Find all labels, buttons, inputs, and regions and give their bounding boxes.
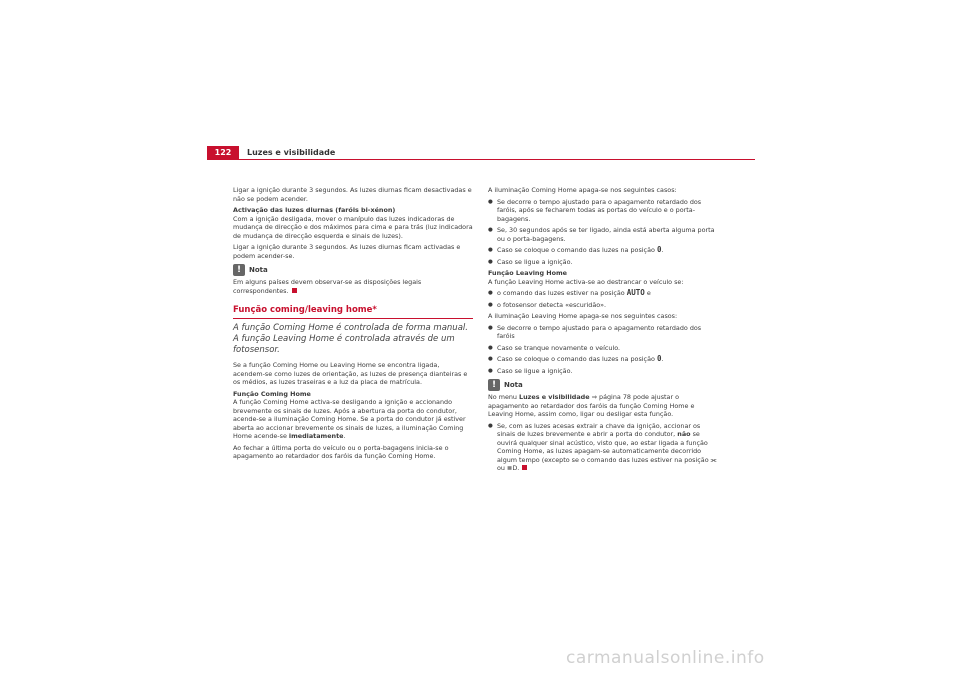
emphasis: imediatamente <box>288 432 344 440</box>
note-text-body: ⇒ página 78 pode ajustar o apagamento ao retardador dos faróis da função Coming Home e Leaving Home, assim como, ligar ou desligar esta função. <box>488 393 695 418</box>
paragraph: Com a ignição desligada, mover o manípulo das luzes indicadoras de mudança de direcção e dos máximos para cima e para trás (luz indicadora de mudança de direcção esquerda e sinais de luzes). <box>233 214 473 240</box>
page-number: 122 <box>207 146 239 159</box>
list-item-text: e <box>646 289 651 297</box>
note-text <box>488 393 720 419</box>
list-item: ● Caso se coloque o comando das luzes na posição 0. <box>488 246 720 255</box>
light-off-symbol: 0 <box>656 245 662 254</box>
list-item <box>488 289 720 298</box>
paragraph: A função Coming Home activa-se desligando a ignição e accionando brevemente os sinais de luzes. Após a abertura da porta do condutor, acende-se a iluminação Coming Home. Se a porta do condutor já estiver aberta ao accionar brevemente os sinais de luzes, a iluminação Coming Home acende-se imediatamente. <box>233 398 466 440</box>
paragraph: Ao fechar a última porta do veículo ou o porta-bagagens inicia-se o apagamento ao retardador dos faróis da função Coming Home. <box>233 443 449 460</box>
list-item-text: Se, com as luzes acesas extrair a chave da ignição, accionar os sinais de luzes brevemente e abrir a porta do condutor, <box>497 421 701 438</box>
menu-reference: Luzes e visibilidade <box>519 393 590 401</box>
list-item-text: se ouvirá qualquer sinal acústico, visto que, ao estar ligada a função Coming Home, as luzes apagam-se automaticamente decorrido algum tempo (excepto se o comando das luzes estiver na posição <box>497 430 709 464</box>
auto-symbol: AUTO <box>626 288 645 297</box>
note-header <box>488 379 720 391</box>
list-item: ● Caso se coloque o comando das luzes na posição 0. <box>488 355 720 364</box>
list-item: ● Caso se tranque novamente o veículo. <box>488 344 720 353</box>
section-lead: A função Coming Home é controlada de forma manual. A função Leaving Home é controlada através de um fotosensor. <box>233 323 468 355</box>
paragraph: A iluminação Coming Home apaga-se nos seguintes casos: <box>488 186 677 194</box>
note-label: Nota <box>249 265 268 274</box>
parking-light-symbol: ⫘ <box>710 455 717 464</box>
list-item-text: Caso se coloque o comando das luzes na posição <box>497 355 655 363</box>
section-title: Função coming/leaving home* <box>233 305 377 315</box>
list-item-text: ou <box>497 464 505 472</box>
subheading: Activação das luzes diurnas (faróis bi-xénon) <box>233 206 396 214</box>
paragraph: Ligar a ignição durante 3 segundos. As luzes diurnas ficam desactivadas e não se podem acender. <box>233 186 472 203</box>
list-item-text: . <box>517 464 520 472</box>
note-header <box>233 264 473 276</box>
list-item-text: o comando das luzes estiver na posição <box>497 289 625 297</box>
paragraph: A função Leaving Home activa-se ao destrancar o veículo se: <box>488 277 684 286</box>
list-item-text: Caso se coloque o comando das luzes na posição <box>497 246 655 254</box>
paragraph: Se a função Coming Home ou Leaving Home se encontra ligada, acendem-se como luzes de orientação, as luzes de presença dianteiras e os médios, as luzes traseiras e a luz da placa de matrícula. <box>233 361 468 386</box>
subheading: Função Coming Home <box>233 389 311 398</box>
list-item: ● Se decorre o tempo ajustado para o apagamento retardado dos faróis, após se fecharem todas as portas do veículo e o porta-bagagens. <box>488 198 720 224</box>
list-item: ● Se decorre o tempo ajustado para o apagamento retardado dos faróis <box>488 324 720 341</box>
note-icon: ! <box>488 379 500 391</box>
list-item: ● Caso se ligue a ignição. <box>488 367 720 376</box>
list-item: ● Caso se ligue a ignição. <box>488 258 720 267</box>
header-rule <box>207 159 755 160</box>
emphasis: não <box>677 430 691 438</box>
paragraph: Ligar a ignição durante 3 segundos. As luzes diurnas ficam activadas e podem acender-se. <box>233 243 461 260</box>
note-text-body: Em alguns países devem observar-se as disposições legais correspondentes. <box>233 278 422 295</box>
list-item: ● Se, 30 segundos após se ter ligado, ainda está aberta alguma porta ou o porta-bagagens. <box>488 226 720 243</box>
watermark: carmanualsonline.info <box>566 648 765 668</box>
list-item <box>488 422 720 473</box>
note-text-body: No menu <box>488 393 517 401</box>
list-item: ● o fotosensor detecta «escuridão». <box>488 301 720 310</box>
paragraph-body: A função Coming Home activa-se desligando a ignição e accionando brevemente os sinais de luzes. Após a abertura da porta do condutor, acende-se a iluminação Coming Home. Se a porta do condutor já estiver aberta ao accionar brevemente os sinais de luzes, a iluminação Coming Home acende-se <box>233 398 466 440</box>
light-off-symbol: 0 <box>656 354 662 363</box>
note-label: Nota <box>504 380 523 389</box>
low-beam-symbol: ≣D <box>507 464 518 472</box>
section-rule <box>233 318 473 319</box>
paragraph: A iluminação Leaving Home apaga-se nos seguintes casos: <box>488 312 678 320</box>
left-column <box>233 186 473 464</box>
subheading: Função Leaving Home <box>488 269 568 277</box>
right-column <box>488 186 720 476</box>
note-text <box>233 278 473 295</box>
end-mark-icon <box>292 288 297 293</box>
end-mark-icon <box>522 465 527 470</box>
chapter-title: Luzes e visibilidade <box>247 148 336 157</box>
note-icon: ! <box>233 264 245 276</box>
page-header <box>207 146 755 160</box>
